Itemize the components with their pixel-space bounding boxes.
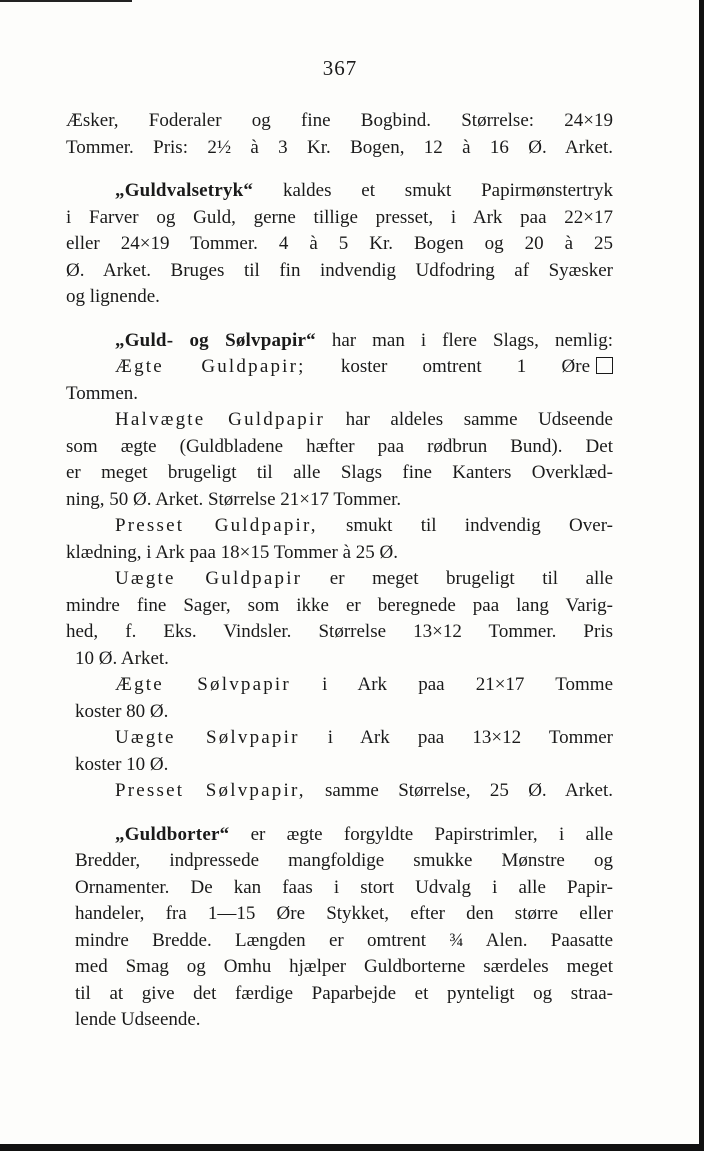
text-line: koster 10 Ø.	[75, 753, 169, 775]
text-line	[66, 513, 613, 540]
text-line: eller 24×19 Tommer. 4 à 5 Kr. Bogen og 20 à 25	[66, 233, 613, 254]
sub-term: Ægte Sølvpapir	[115, 674, 291, 695]
text-line: hed, f. Eks. Vindsler. Størrelse 13×12 Tommer. Pris	[66, 621, 613, 642]
entry-term: „Guld- og Sølvpapir“	[115, 329, 316, 351]
text-line: Bredder, indpressede mangfoldige smukke Mønstre og	[75, 850, 613, 871]
text-line: lende Udseende.	[75, 1009, 201, 1030]
text-line: mindre fine Sager, som ikke er beregnede paa lang Varig-	[66, 594, 613, 616]
text-line	[66, 822, 613, 849]
text-line: Ornamenter. De kan faas i stort Udvalg i alle Papir-	[75, 876, 613, 898]
page-number: 367	[322, 56, 358, 80]
text-line	[66, 328, 613, 355]
sub-term: Presset Sølvpapir,	[115, 780, 306, 801]
text-span: i Ark paa 13×12 Tommer	[327, 727, 613, 748]
text-span: smukt til indvendig Over-	[345, 515, 613, 536]
text-line	[66, 407, 613, 434]
scan-edge-bottom	[0, 1144, 704, 1151]
text-span: samme Størrelse, 25 Ø. Arket.	[325, 780, 613, 801]
text-line: Tommer. Pris: 2½ à 3 Kr. Bogen, 12 à 16 Ø. Arket.	[66, 136, 613, 158]
text-line: ning, 50 Ø. Arket. Størrelse 21×17 Tommer.	[66, 488, 402, 510]
sub-term: Ægte Guldpapir;	[115, 356, 306, 377]
text-span: er ægte forgyldte Papirstrimler, i alle	[250, 823, 613, 845]
text-span: har man i flere Slags, nemlig:	[331, 329, 613, 351]
text-span: kaldes et smukt Papirmønstertryk	[282, 180, 613, 201]
text-span: er meget brugeligt til alle	[329, 568, 613, 589]
paragraph-guld-og-solvpapir	[66, 328, 613, 805]
sub-term: Halvægte Guldpapir	[115, 409, 326, 430]
text-line	[66, 354, 613, 381]
paragraph-guldborter	[66, 822, 613, 1034]
text-line: koster 80 Ø.	[75, 700, 169, 722]
scan-edge-top	[0, 0, 132, 2]
text-line: med Smag og Omhu hjælper Guldborterne særdeles meget	[75, 956, 613, 977]
sub-term: Presset Guldpapir,	[115, 515, 318, 536]
text-span: har aldeles samme Udseende	[345, 409, 613, 430]
sub-term: Uægte Sølvpapir	[115, 727, 300, 748]
page-body	[66, 108, 613, 1034]
text-line: klædning, i Ark paa 18×15 Tommer à 25 Ø.	[66, 541, 398, 563]
text-line: Ø. Arket. Bruges til fin indvendig Udfodring af Syæsker	[66, 259, 613, 281]
paragraph-intro	[66, 108, 613, 161]
text-line	[66, 672, 613, 699]
text-line: og lignende.	[66, 286, 160, 307]
scan-edge-right	[699, 0, 704, 1151]
text-line: handeler, fra 1—15 Øre Stykket, efter den større eller	[75, 903, 613, 924]
entry-term: „Guldvalsetryk“	[115, 180, 254, 201]
entry-term: „Guldborter“	[115, 823, 230, 845]
text-span: i Ark paa 21×17 Tomme	[322, 674, 613, 695]
text-line: mindre Bredde. Længden er omtrent ¾ Alen. Paasatte	[75, 929, 613, 951]
text-line: Tommen.	[66, 382, 139, 404]
text-line: 10 Ø. Arket.	[75, 647, 169, 669]
text-span: koster omtrent 1 Øre	[340, 356, 590, 377]
paragraph-guldvalsetryk	[66, 178, 613, 311]
text-line	[66, 778, 613, 805]
text-line: er meget brugeligt til alle Slags fine Kanters Overklæd-	[66, 462, 613, 483]
square-box-icon	[596, 357, 613, 374]
text-line	[66, 725, 613, 752]
text-line	[66, 566, 613, 593]
text-line: til at give det færdige Paparbejde et pynteligt og straa-	[75, 982, 613, 1004]
text-line	[66, 178, 613, 205]
sub-term: Uægte Guldpapir	[115, 568, 303, 589]
text-line: som ægte (Guldbladene hæfter paa rødbrun Bund). Det	[66, 435, 613, 457]
text-line: i Farver og Guld, gerne tillige presset, i Ark paa 22×17	[66, 206, 613, 228]
text-line: Æsker, Foderaler og fine Bogbind. Størrelse: 24×19	[66, 110, 613, 131]
